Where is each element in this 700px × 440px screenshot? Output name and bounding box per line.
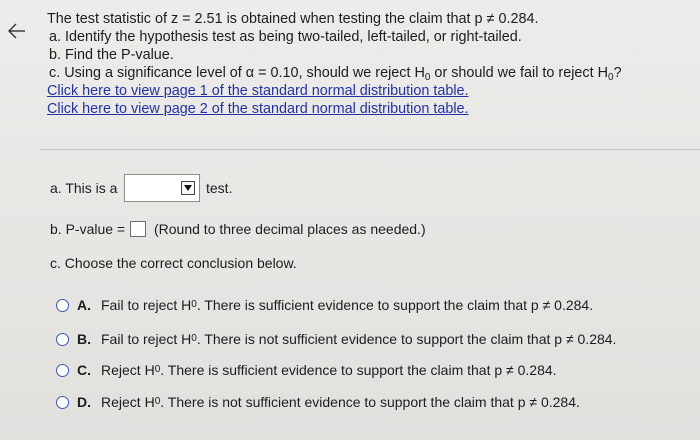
question-part-c (47, 64, 622, 82)
option-text-post: . There is sufficient evidence to support the claim that p ≠ 0.284. (196, 297, 594, 313)
answer-a-suffix: test. (206, 180, 233, 196)
radio-button[interactable] (56, 333, 69, 346)
back-arrow-icon[interactable] (6, 20, 28, 42)
question-part-b: b. Find the P-value. (49, 47, 174, 63)
question-part-c-end: ? (613, 65, 622, 81)
option-text-pre: Reject H (101, 362, 155, 378)
answer-a-label: a. This is a (50, 180, 118, 196)
answer-b-label: b. P-value = (50, 221, 126, 237)
option-a[interactable]: A. Fail to reject H 0 . There is sufficient evidence to support the claim that p ≠ 0.284. (56, 297, 593, 313)
p-value-input[interactable] (130, 221, 146, 237)
option-text-pre: Fail to reject H (101, 297, 192, 313)
option-letter: D. (77, 394, 91, 410)
question-part-c-mid: or should we fail to reject H (430, 65, 609, 81)
question-intro: The test statistic of z = 2.51 is obtained when testing the claim that p ≠ 0.284. (47, 11, 539, 27)
test-type-dropdown[interactable] (124, 174, 200, 202)
option-text-post: . There is sufficient evidence to support the claim that p ≠ 0.284. (160, 362, 557, 378)
chevron-down-icon[interactable] (181, 181, 195, 195)
option-d[interactable]: D. Reject H 0 . There is not sufficient evidence to support the claim that p ≠ 0.284. (56, 394, 580, 410)
option-text-post: . There is not sufficient evidence to support the claim that p ≠ 0.284. (196, 331, 617, 347)
option-letter: B. (77, 331, 91, 347)
divider (40, 149, 700, 150)
option-c[interactable]: C. Reject H 0 . There is sufficient evidence to support the claim that p ≠ 0.284. (56, 362, 557, 378)
question-part-a: a. Identify the hypothesis test as being two-tailed, left-tailed, or right-tailed. (49, 29, 522, 45)
answer-c-prompt: c. Choose the correct conclusion below. (50, 255, 297, 271)
normal-table-page1-link[interactable]: Click here to view page 1 of the standard normal distribution table. (47, 83, 469, 99)
subscript-zero: 0 (424, 72, 431, 83)
normal-table-page2-link[interactable]: Click here to view page 2 of the standard normal distribution table. (47, 101, 469, 117)
option-b[interactable]: B. Fail to reject H 0 . There is not sufficient evidence to support the claim that p ≠ 0.284. (56, 331, 616, 347)
question-part-c-prefix: c. Using a significance level of α = 0.10, should we reject H (49, 65, 425, 81)
radio-button[interactable] (56, 364, 69, 377)
question-block (47, 10, 622, 118)
option-text-pre: Reject H (101, 394, 155, 410)
radio-button[interactable] (56, 299, 69, 312)
option-letter: C. (77, 362, 91, 378)
option-letter: A. (77, 297, 91, 313)
option-text-pre: Fail to reject H (101, 331, 192, 347)
option-text-post: . There is not sufficient evidence to support the claim that p ≠ 0.284. (160, 394, 580, 410)
answer-b-hint: (Round to three decimal places as needed.) (154, 221, 426, 237)
radio-button[interactable] (56, 396, 69, 409)
subscript-zero: 0 (608, 72, 614, 83)
